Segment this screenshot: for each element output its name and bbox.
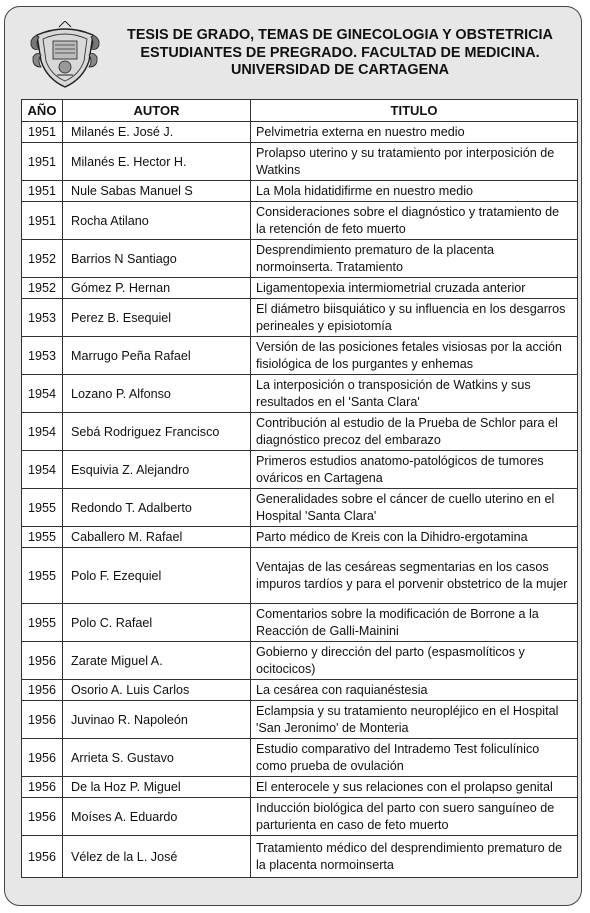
year-cell: 1955 — [22, 489, 63, 527]
table-row — [22, 413, 578, 451]
author-cell: Milanés E. Hector H. — [63, 143, 251, 181]
year-cell: 1951 — [22, 122, 63, 143]
author-cell: Milanés E. José J. — [63, 122, 251, 143]
title-cell: Comentarios sobre la modificación de Borrone a la Reacción de Galli-Mainini — [251, 604, 578, 642]
year-cell: 1951 — [22, 202, 63, 240]
title-cell: La cesárea con raquianéstesia — [251, 680, 578, 701]
author-cell: Sebá Rodriguez Francisco — [63, 413, 251, 451]
table-row — [22, 122, 578, 143]
table-row — [22, 642, 578, 680]
university-seal-icon — [29, 21, 101, 89]
year-cell: 1954 — [22, 451, 63, 489]
table-row — [22, 181, 578, 202]
column-header-year: AÑO — [22, 100, 63, 122]
table-row — [22, 451, 578, 489]
year-cell: 1954 — [22, 375, 63, 413]
table-row — [22, 548, 578, 604]
theses-table — [21, 99, 578, 878]
table-row — [22, 337, 578, 375]
table-header-row — [22, 100, 578, 122]
year-cell: 1956 — [22, 739, 63, 777]
header-line-3: UNIVERSIDAD DE CARTAGENA — [230, 62, 449, 78]
title-cell: Pelvimetria externa en nuestro medio — [251, 122, 578, 143]
title-cell: El enterocele y sus relaciones con el prolapso genital — [251, 777, 578, 798]
title-cell: Gobierno y dirección del parto (espasmolíticos y ocitocicos) — [251, 642, 578, 680]
author-cell: Redondo T. Adalberto — [63, 489, 251, 527]
table-row — [22, 299, 578, 337]
author-cell: Nule Sabas Manuel S — [63, 181, 251, 202]
title-cell: Desprendimiento prematuro de la placenta normoinserta. Tratamiento — [251, 240, 578, 278]
title-cell: Inducción biológica del parto con suero sanguíneo de parturienta en caso de feto muerto — [251, 798, 578, 836]
author-cell: De la Hoz P. Miguel — [63, 777, 251, 798]
year-cell: 1956 — [22, 836, 63, 878]
title-cell: Ligamentopexia intermiometrial cruzada anterior — [251, 278, 578, 299]
year-cell: 1953 — [22, 299, 63, 337]
author-cell: Perez B. Esequiel — [63, 299, 251, 337]
year-cell: 1956 — [22, 777, 63, 798]
document-header — [105, 27, 575, 80]
year-cell: 1952 — [22, 278, 63, 299]
author-cell: Arrieta S. Gustavo — [63, 739, 251, 777]
year-cell: 1951 — [22, 181, 63, 202]
header-line-2: ESTUDIANTES DE PREGRADO. FACULTAD DE MEDICINA. — [140, 44, 540, 61]
author-cell: Osorio A. Luis Carlos — [63, 680, 251, 701]
title-cell: La Mola hidatidifirme en nuestro medio — [251, 181, 578, 202]
author-cell: Juvinao R. Napoleón — [63, 701, 251, 739]
table-row — [22, 527, 578, 548]
title-cell: Ventajas de las cesáreas segmentarias en los casos impuros tardíos y para el porvenir obstetrico de la mujer — [251, 548, 578, 604]
title-cell: Contribución al estudio de la Prueba de Schlor para el diagnóstico precoz del embarazo — [251, 413, 578, 451]
column-header-title: TITULO — [251, 100, 578, 122]
document-frame — [4, 6, 582, 906]
table-row — [22, 798, 578, 836]
author-cell: Barrios N Santiago — [63, 240, 251, 278]
table-row — [22, 202, 578, 240]
year-cell: 1953 — [22, 337, 63, 375]
title-cell: Consideraciones sobre el diagnóstico y tratamiento de la retención de feto muerto — [251, 202, 578, 240]
year-cell: 1955 — [22, 527, 63, 548]
title-cell: La interposición o transposición de Watkins y sus resultados en el 'Santa Clara' — [251, 375, 578, 413]
table-row — [22, 701, 578, 739]
table-row — [22, 489, 578, 527]
table-row — [22, 777, 578, 798]
author-cell: Zarate Miguel A. — [63, 642, 251, 680]
title-cell: Estudio comparativo del Intrademo Test foliculínico como prueba de ovulación — [251, 739, 578, 777]
title-cell: El diámetro biisquiático y su influencia en los desgarros perineales y episiotomía — [251, 299, 578, 337]
title-cell: Versión de las posiciones fetales visiosas por la acción fisiológica de los purgantes y enhemas — [251, 337, 578, 375]
year-cell: 1956 — [22, 642, 63, 680]
author-cell: Rocha Atilano — [63, 202, 251, 240]
year-cell: 1952 — [22, 240, 63, 278]
year-cell: 1955 — [22, 604, 63, 642]
column-header-author: AUTOR — [63, 100, 251, 122]
table-row — [22, 143, 578, 181]
year-cell: 1956 — [22, 701, 63, 739]
year-cell: 1956 — [22, 680, 63, 701]
year-cell: 1951 — [22, 143, 63, 181]
author-cell: Moíses A. Eduardo — [63, 798, 251, 836]
title-cell: Generalidades sobre el cáncer de cuello uterino en el Hospital 'Santa Clara' — [251, 489, 578, 527]
table-row — [22, 680, 578, 701]
author-cell: Polo F. Ezequiel — [63, 548, 251, 604]
title-cell: Prolapso uterino y su tratamiento por interposición de Watkins — [251, 143, 578, 181]
table-row — [22, 739, 578, 777]
title-cell: Parto médico de Kreis con la Dihidro-ergotamina — [251, 527, 578, 548]
author-cell: Vélez de la L. José — [63, 836, 251, 878]
year-cell: 1955 — [22, 548, 63, 604]
author-cell: Esquivia Z. Alejandro — [63, 451, 251, 489]
author-cell: Caballero M. Rafael — [63, 527, 251, 548]
year-cell: 1956 — [22, 798, 63, 836]
title-cell: Tratamiento médico del desprendimiento prematuro de la placenta normoinserta — [251, 836, 578, 878]
author-cell: Marrugo Peña Rafael — [63, 337, 251, 375]
title-cell: Primeros estudios anatomo-patológicos de tumores ováricos en Cartagena — [251, 451, 578, 489]
table-row — [22, 836, 578, 878]
author-cell: Polo C. Rafael — [63, 604, 251, 642]
table-row — [22, 604, 578, 642]
author-cell: Gómez P. Hernan — [63, 278, 251, 299]
author-cell: Lozano P. Alfonso — [63, 375, 251, 413]
header-line-1: TESIS DE GRADO, TEMAS DE GINECOLOGIA Y OBSTETRICIA — [127, 27, 553, 43]
table-row — [22, 375, 578, 413]
title-cell: Eclampsia y su tratamiento neuropléjico en el Hospital 'San Jeronimo' de Monteria — [251, 701, 578, 739]
table-row — [22, 278, 578, 299]
table-row — [22, 240, 578, 278]
year-cell: 1954 — [22, 413, 63, 451]
